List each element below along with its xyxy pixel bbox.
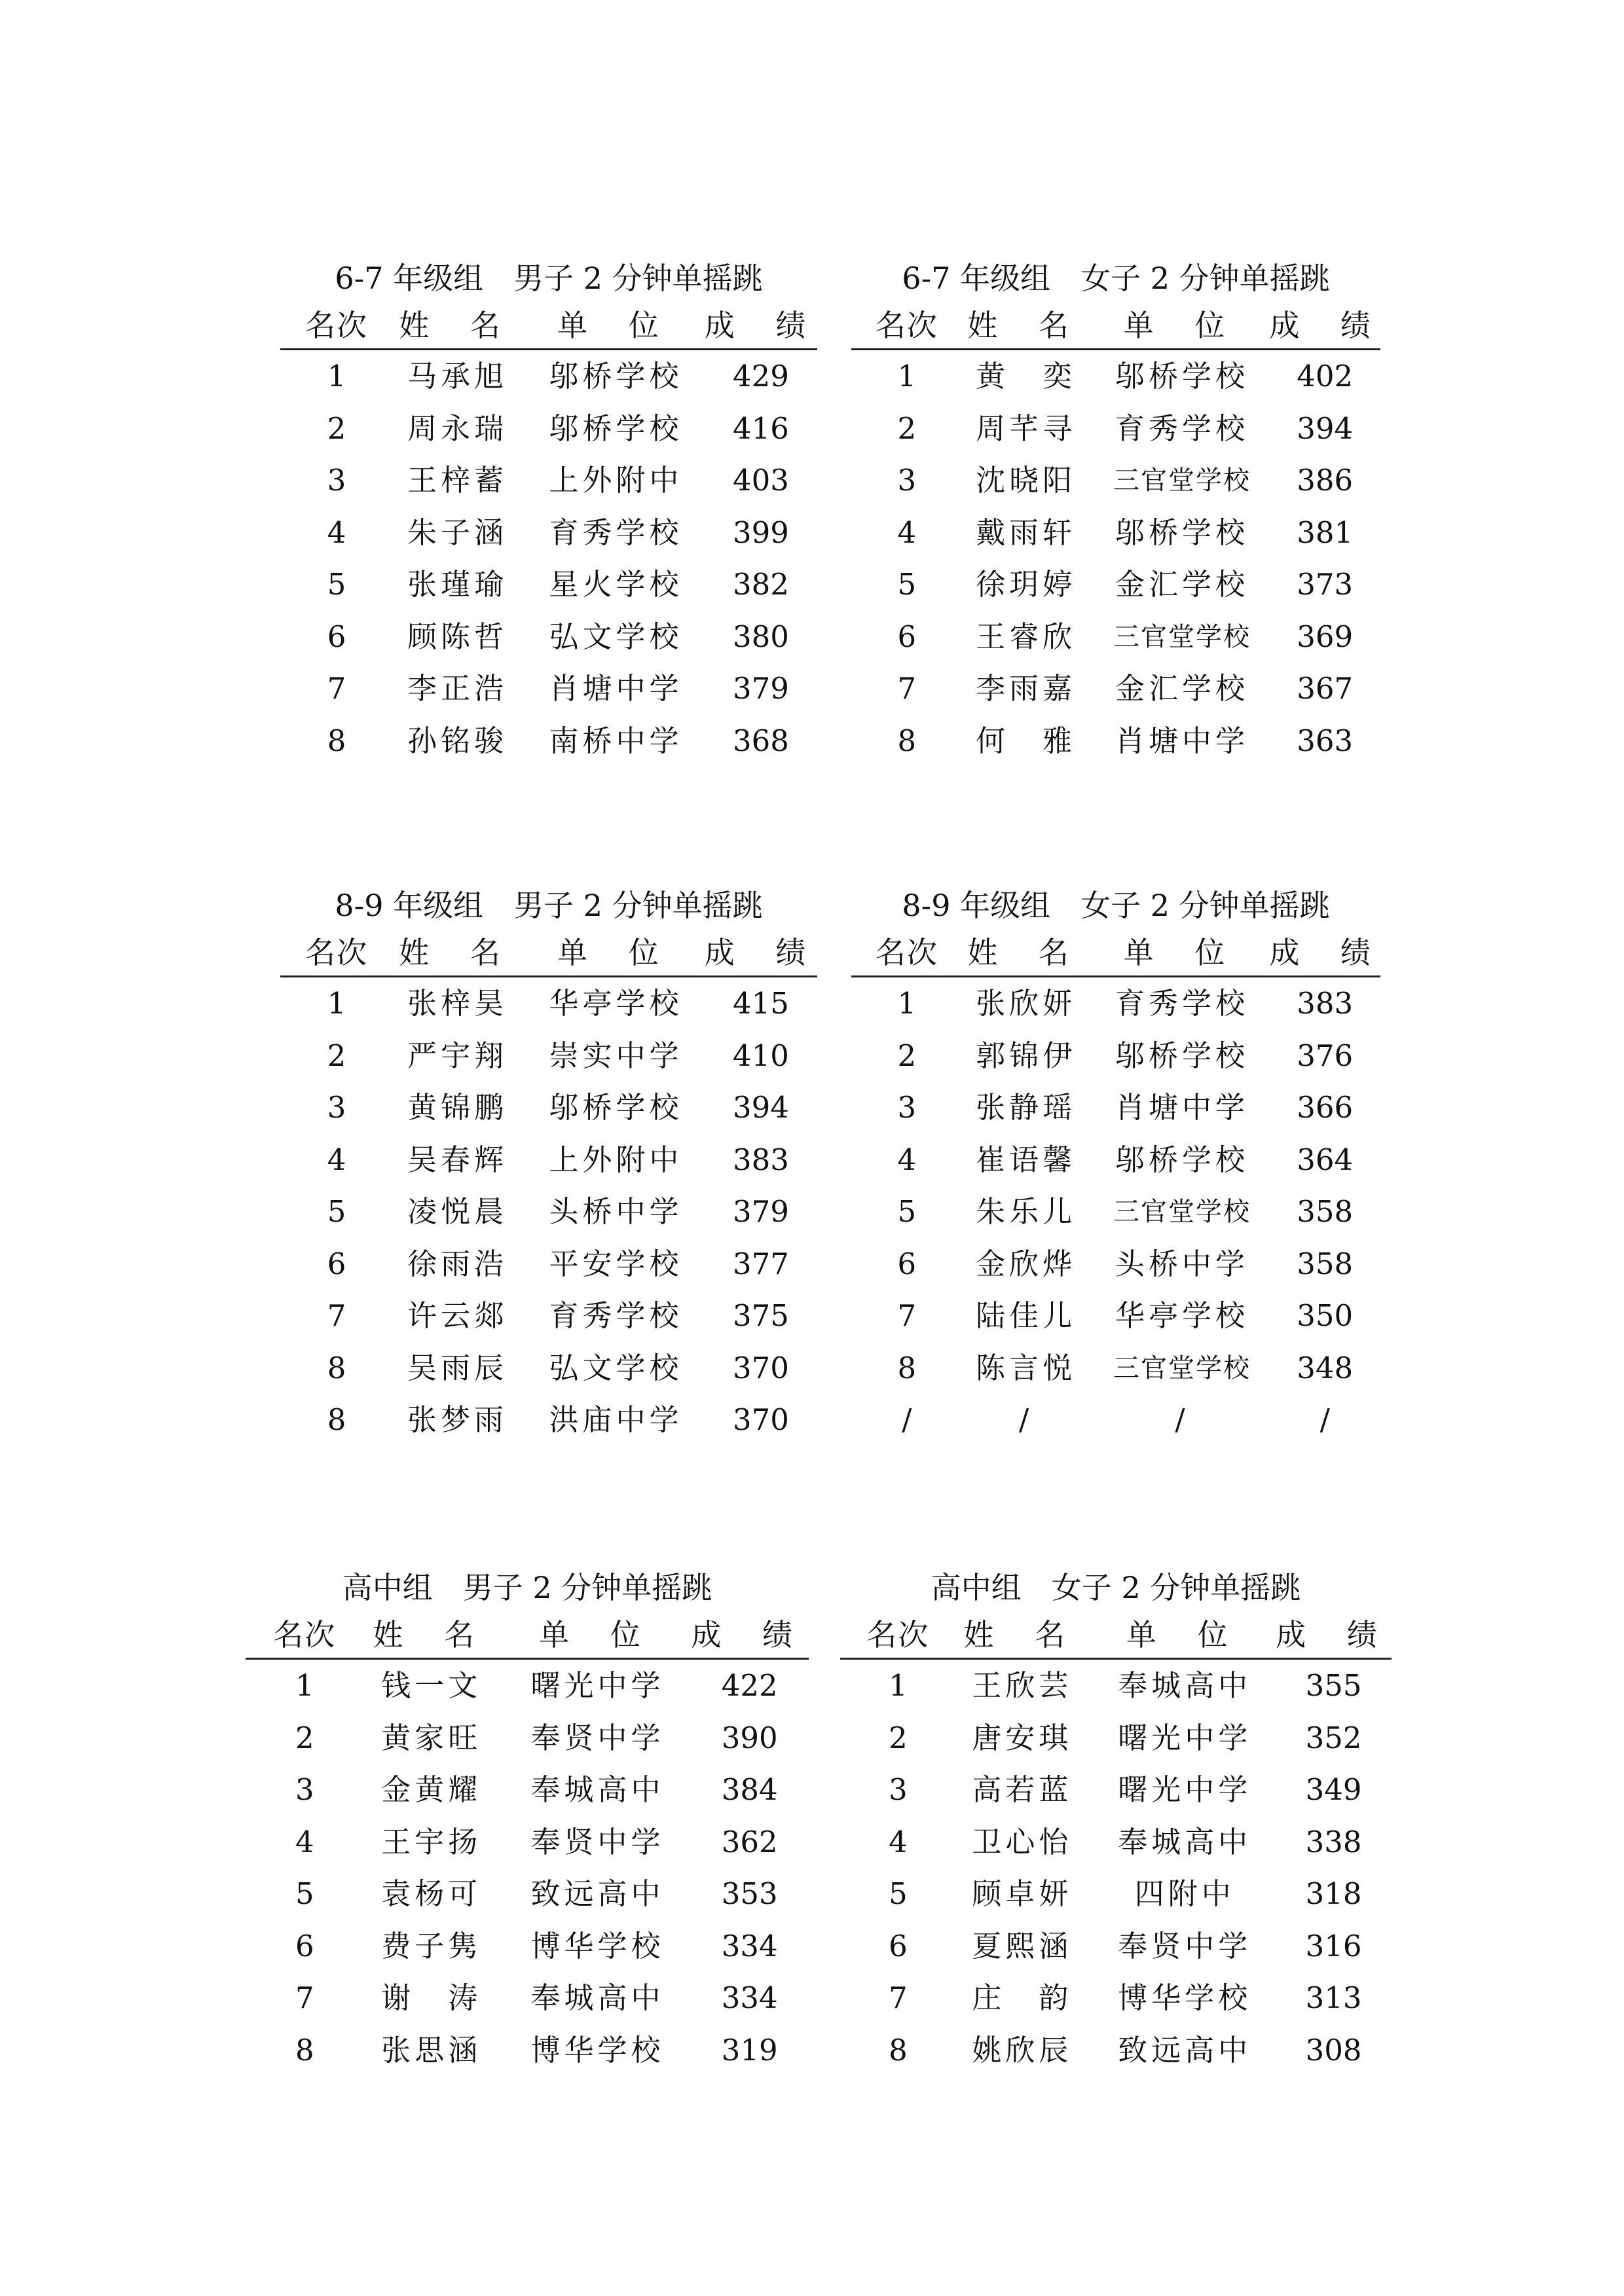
score-cell: 399 <box>732 515 789 550</box>
table-body <box>246 1663 809 2079</box>
table-row <box>280 1293 817 1345</box>
unit-cell: 邬桥学校 <box>1115 1142 1249 1177</box>
rank-cell: 7 <box>327 671 346 706</box>
unit-cell: 南桥中学 <box>549 723 683 758</box>
table-row <box>246 1975 809 2028</box>
score-cell: 352 <box>1305 1720 1362 1755</box>
score-cell: 355 <box>1305 1668 1362 1703</box>
table-header <box>851 930 1386 977</box>
score-cell: 353 <box>721 1876 778 1911</box>
table-title: 8-9 年级组 男子 2 分钟单摇跳 <box>335 888 763 923</box>
table-title: 高中组 女子 2 分钟单摇跳 <box>931 1570 1301 1605</box>
score-cell: 379 <box>732 671 789 706</box>
rank-cell: 4 <box>889 1824 908 1859</box>
table-row <box>280 1345 817 1398</box>
table-row <box>840 1767 1392 1819</box>
name-cell: 张思涵 <box>381 2032 482 2068</box>
table-row <box>840 1975 1392 2028</box>
unit-cell: 曙光中学 <box>1118 1772 1252 1807</box>
rank-cell: 8 <box>327 1350 346 1385</box>
name-cell: 谢 涛 <box>381 1980 482 2015</box>
name-cell: 马承旭 <box>407 359 508 393</box>
name-cell: 徐玥婷 <box>976 567 1077 602</box>
score-cell: 350 <box>1297 1298 1354 1333</box>
rank-cell: 3 <box>897 1090 917 1125</box>
unit-cell: 上外附中 <box>549 1142 683 1177</box>
table-title: 高中组 男子 2 分钟单摇跳 <box>342 1570 712 1605</box>
rank-cell: 8 <box>897 1350 917 1385</box>
table-row <box>851 562 1380 614</box>
name-cell: 周芊寻 <box>976 410 1077 446</box>
name-cell: 姚欣辰 <box>972 2032 1073 2068</box>
name-cell: 唐安琪 <box>972 1720 1073 1755</box>
unit-cell: 致远高中 <box>1118 2032 1252 2068</box>
score-cell: 348 <box>1297 1350 1354 1385</box>
table-row <box>246 1923 809 1976</box>
name-cell: 周永瑞 <box>407 410 508 446</box>
table-header <box>280 930 822 977</box>
table-row <box>280 406 817 458</box>
header-name: 姓 名 <box>373 1617 490 1652</box>
score-cell: 381 <box>1297 515 1354 550</box>
score-cell: 308 <box>1305 2032 1362 2068</box>
name-cell: 王梓蓄 <box>407 463 508 498</box>
unit-cell: 博华学校 <box>530 1928 665 1963</box>
score-cell: 402 <box>1297 359 1354 393</box>
table-row <box>851 1085 1380 1137</box>
header-name: 姓 名 <box>967 308 1084 343</box>
name-cell: 徐雨浩 <box>407 1246 508 1281</box>
table-row <box>851 1345 1380 1398</box>
table-row <box>246 1871 809 1923</box>
rank-cell: 8 <box>327 1402 346 1437</box>
unit-cell: 邬桥学校 <box>1115 1038 1249 1073</box>
rank-cell: 8 <box>897 723 917 758</box>
unit-cell: 三官堂学校 <box>1113 465 1251 496</box>
score-cell: 410 <box>732 1038 789 1073</box>
score-cell: 386 <box>1297 463 1354 498</box>
table-row <box>851 354 1380 406</box>
unit-cell: 曙光中学 <box>1118 1720 1252 1755</box>
name-cell: 凌悦晨 <box>407 1194 508 1229</box>
table-row <box>851 1033 1380 1085</box>
header-rank: 名次 <box>875 308 938 343</box>
score-cell: 394 <box>732 1090 789 1125</box>
rank-cell: 1 <box>327 359 346 393</box>
score-cell: 358 <box>1297 1194 1354 1229</box>
rank-cell: 8 <box>889 2032 908 2068</box>
rank-cell: 4 <box>327 1142 346 1177</box>
rank-cell: 5 <box>327 1194 346 1229</box>
score-cell: 364 <box>1297 1142 1354 1177</box>
name-cell: / <box>1019 1402 1033 1437</box>
name-cell: 张静瑶 <box>976 1090 1077 1125</box>
score-cell: 362 <box>721 1824 778 1859</box>
unit-cell: 崇实中学 <box>549 1038 683 1073</box>
rank-cell: 6 <box>327 619 346 654</box>
rank-cell: 1 <box>897 359 917 393</box>
table-body <box>280 354 817 770</box>
name-cell: 戴雨轩 <box>976 515 1077 550</box>
name-cell: 张瑾瑜 <box>407 567 508 602</box>
score-cell: 358 <box>1297 1246 1354 1281</box>
score-cell: 403 <box>732 463 789 498</box>
rank-cell: 5 <box>897 1194 917 1229</box>
rank-cell: 5 <box>295 1876 314 1911</box>
unit-cell: 致远高中 <box>530 1876 665 1911</box>
unit-cell: 弘文学校 <box>549 1350 683 1385</box>
table-row <box>851 458 1380 510</box>
score-cell: 415 <box>732 986 789 1021</box>
unit-cell: 星火学校 <box>549 567 683 602</box>
unit-cell: 奉城高中 <box>530 1980 665 2015</box>
rank-cell: 7 <box>327 1298 346 1333</box>
unit-cell: 上外附中 <box>549 463 683 498</box>
table-row <box>840 1715 1392 1768</box>
unit-cell: 博华学校 <box>1118 1980 1252 2015</box>
name-cell: 陆佳儿 <box>976 1298 1077 1333</box>
header-unit: 单 位 <box>557 308 674 343</box>
header-score: 成 绩 <box>704 935 822 970</box>
score-cell: 338 <box>1305 1824 1362 1859</box>
score-cell: 379 <box>732 1194 789 1229</box>
unit-cell: 三官堂学校 <box>1113 1353 1251 1383</box>
score-cell: 383 <box>732 1142 789 1177</box>
table-row <box>280 718 817 771</box>
table-row <box>851 1397 1380 1449</box>
score-cell: 383 <box>1297 986 1354 1021</box>
table-row <box>246 2028 809 2080</box>
rank-cell: 1 <box>897 986 917 1021</box>
table-row <box>851 1293 1380 1345</box>
header-rank: 名次 <box>866 1617 930 1652</box>
name-cell: 金黄耀 <box>381 1772 482 1807</box>
table-row <box>851 718 1380 771</box>
header-score: 成 绩 <box>1269 935 1386 970</box>
unit-cell: 邬桥学校 <box>1115 359 1249 393</box>
rank-cell: 4 <box>897 1142 917 1177</box>
unit-cell: 肖塘中学 <box>1115 723 1249 758</box>
score-cell: 380 <box>732 619 789 654</box>
name-cell: 朱乐儿 <box>976 1194 1077 1229</box>
table-row <box>840 1871 1392 1923</box>
table-body <box>280 981 817 1449</box>
table-row <box>246 1819 809 1872</box>
score-cell: 370 <box>732 1402 789 1437</box>
score-cell: 313 <box>1305 1980 1362 2015</box>
header-score: 成 绩 <box>1276 1617 1393 1652</box>
unit-cell: 金汇学校 <box>1115 567 1249 602</box>
rank-cell: 7 <box>889 1980 908 2015</box>
table-row <box>246 1767 809 1819</box>
name-cell: 金欣烨 <box>976 1246 1077 1281</box>
name-cell: 王欣芸 <box>972 1668 1073 1703</box>
rank-cell: 2 <box>327 410 346 446</box>
header-rank: 名次 <box>305 935 369 970</box>
name-cell: 卫心怡 <box>972 1824 1073 1859</box>
rank-cell: 6 <box>897 619 917 654</box>
score-cell: 384 <box>721 1772 778 1807</box>
score-cell: 363 <box>1297 723 1354 758</box>
name-cell: 吴春辉 <box>407 1142 508 1177</box>
score-cell: 429 <box>732 359 789 393</box>
unit-cell: 育秀学校 <box>549 1298 683 1333</box>
table-header <box>246 1612 809 1660</box>
name-cell: 张欣妍 <box>976 986 1077 1021</box>
rank-cell: 8 <box>327 723 346 758</box>
unit-cell: 肖塘中学 <box>549 671 683 706</box>
unit-cell: 奉城高中 <box>530 1772 665 1807</box>
score-cell: 382 <box>732 567 789 602</box>
table-row <box>280 614 817 666</box>
unit-cell: 平安学校 <box>549 1246 683 1281</box>
name-cell: 顾陈哲 <box>407 619 508 654</box>
rank-cell: 1 <box>295 1668 314 1703</box>
header-rank: 名次 <box>305 308 369 343</box>
unit-cell: 奉贤中学 <box>1118 1928 1252 1963</box>
score-cell: 366 <box>1297 1090 1354 1125</box>
unit-cell: 三官堂学校 <box>1113 1197 1251 1227</box>
score-cell: 318 <box>1305 1876 1362 1911</box>
table-row <box>840 1663 1392 1715</box>
rank-cell: 2 <box>295 1720 314 1755</box>
name-cell: 黄锦鹏 <box>407 1090 508 1125</box>
unit-cell: 博华学校 <box>530 2032 665 2068</box>
unit-cell: 弘文学校 <box>549 619 683 654</box>
unit-cell: 华亭学校 <box>549 986 683 1021</box>
rank-cell: 6 <box>889 1928 908 1963</box>
header-unit: 单 位 <box>1126 1617 1244 1652</box>
header-rank: 名次 <box>875 935 938 970</box>
unit-cell: 奉城高中 <box>1118 1668 1252 1703</box>
rank-cell: 1 <box>327 986 346 1021</box>
name-cell: 吴雨辰 <box>407 1350 508 1385</box>
table-header <box>851 302 1386 350</box>
rank-cell: 6 <box>327 1246 346 1281</box>
table-row <box>280 1033 817 1085</box>
table-row <box>246 1663 809 1715</box>
header-name: 姓 名 <box>963 1617 1081 1652</box>
name-cell: 严宇翔 <box>407 1038 508 1073</box>
name-cell: 何 雅 <box>976 723 1077 758</box>
name-cell: 张梓昊 <box>407 986 508 1021</box>
score-cell: 390 <box>721 1720 778 1755</box>
unit-cell: 洪庙中学 <box>549 1402 683 1437</box>
header-unit: 单 位 <box>1123 308 1241 343</box>
unit-cell: 三官堂学校 <box>1113 621 1251 652</box>
name-cell: 李雨嘉 <box>976 671 1077 706</box>
unit-cell: 头桥中学 <box>549 1194 683 1229</box>
rank-cell: 3 <box>327 463 346 498</box>
unit-cell: 奉贤中学 <box>530 1720 665 1755</box>
table-row <box>851 1137 1380 1190</box>
table-row <box>280 1137 817 1190</box>
unit-cell: 育秀学校 <box>549 515 683 550</box>
rank-cell: / <box>902 1402 912 1437</box>
score-cell: 373 <box>1297 567 1354 602</box>
table-row <box>280 1189 817 1241</box>
table-title: 6-7 年级组 女子 2 分钟单摇跳 <box>902 261 1330 296</box>
table-row <box>851 1189 1380 1241</box>
rank-cell: 4 <box>295 1824 314 1859</box>
table-body <box>851 981 1380 1449</box>
score-cell: 316 <box>1305 1928 1362 1963</box>
score-cell: 368 <box>732 723 789 758</box>
table-row <box>280 510 817 562</box>
unit-cell: 奉城高中 <box>1118 1824 1252 1859</box>
rank-cell: 4 <box>897 515 917 550</box>
rank-cell: 1 <box>889 1668 908 1703</box>
header-score: 成 绩 <box>704 308 822 343</box>
name-cell: 钱一文 <box>381 1668 482 1703</box>
table-row <box>280 458 817 510</box>
table-row <box>851 1241 1380 1294</box>
name-cell: 高若蓝 <box>972 1772 1073 1807</box>
header-rank: 名次 <box>273 1617 337 1652</box>
rank-cell: 3 <box>897 463 917 498</box>
table-row <box>280 354 817 406</box>
table-row <box>840 2028 1392 2080</box>
unit-cell: 邬桥学校 <box>549 1090 683 1125</box>
name-cell: 黄 奕 <box>976 359 1077 393</box>
unit-cell: 育秀学校 <box>1115 986 1249 1021</box>
score-cell: / <box>1320 1402 1330 1437</box>
table-row <box>840 1819 1392 1872</box>
header-score: 成 绩 <box>691 1617 808 1652</box>
name-cell: 孙铭骏 <box>407 723 508 758</box>
score-cell: 367 <box>1297 671 1354 706</box>
rank-cell: 5 <box>327 567 346 602</box>
unit-cell: 邬桥学校 <box>549 359 683 393</box>
name-cell: 顾卓妍 <box>972 1876 1073 1911</box>
table-row <box>280 1241 817 1294</box>
header-name: 姓 名 <box>967 935 1084 970</box>
table-title: 8-9 年级组 女子 2 分钟单摇跳 <box>902 888 1330 923</box>
table-title: 6-7 年级组 男子 2 分钟单摇跳 <box>335 261 763 296</box>
score-cell: 416 <box>732 410 789 446</box>
rank-cell: 5 <box>897 567 917 602</box>
table-row <box>246 1715 809 1768</box>
header-score: 成 绩 <box>1269 308 1386 343</box>
name-cell: 李正浩 <box>407 671 508 706</box>
rank-cell: 2 <box>897 410 917 446</box>
score-cell: 375 <box>732 1298 789 1333</box>
table-row <box>851 510 1380 562</box>
name-cell: 夏熙涵 <box>972 1928 1073 1963</box>
table-header <box>280 302 822 350</box>
rank-cell: 7 <box>295 1980 314 2015</box>
name-cell: 王宇扬 <box>381 1824 482 1859</box>
rank-cell: 3 <box>327 1090 346 1125</box>
table-row <box>280 1397 817 1449</box>
score-cell: 349 <box>1305 1772 1362 1807</box>
table-body <box>840 1663 1392 2079</box>
table-row <box>851 614 1380 666</box>
rank-cell: 8 <box>295 2032 314 2068</box>
table-row <box>280 562 817 614</box>
unit-cell: 奉贤中学 <box>530 1824 665 1859</box>
name-cell: 崔语馨 <box>976 1142 1077 1177</box>
table-row <box>840 1923 1392 1976</box>
name-cell: 王睿欣 <box>976 619 1077 654</box>
name-cell: 陈言悦 <box>976 1350 1077 1385</box>
unit-cell: 头桥中学 <box>1115 1246 1249 1281</box>
rank-cell: 7 <box>897 1298 917 1333</box>
rank-cell: 6 <box>897 1246 917 1281</box>
score-cell: 422 <box>721 1668 778 1703</box>
rank-cell: 5 <box>889 1876 908 1911</box>
name-cell: 郭锦伊 <box>976 1038 1077 1073</box>
rank-cell: 3 <box>295 1772 314 1807</box>
name-cell: 许云郯 <box>407 1298 508 1333</box>
unit-cell: 金汇学校 <box>1115 671 1249 706</box>
rank-cell: 7 <box>897 671 917 706</box>
unit-cell: 肖塘中学 <box>1115 1090 1249 1125</box>
rank-cell: 6 <box>295 1928 314 1963</box>
rank-cell: 3 <box>889 1772 908 1807</box>
rank-cell: 4 <box>327 515 346 550</box>
header-unit: 单 位 <box>1123 935 1241 970</box>
name-cell: 张梦雨 <box>407 1402 508 1437</box>
score-cell: 394 <box>1297 410 1354 446</box>
rank-cell: 2 <box>897 1038 917 1073</box>
table-row <box>280 666 817 718</box>
header-unit: 单 位 <box>557 935 674 970</box>
unit-cell: 邬桥学校 <box>549 410 683 446</box>
name-cell: 黄家旺 <box>381 1720 482 1755</box>
name-cell: 庄 韵 <box>972 1980 1073 2015</box>
header-name: 姓 名 <box>399 935 516 970</box>
unit-cell: 育秀学校 <box>1115 410 1249 446</box>
name-cell: 朱子涵 <box>407 515 508 550</box>
unit-cell: 华亭学校 <box>1115 1298 1249 1333</box>
header-name: 姓 名 <box>399 308 516 343</box>
table-row <box>851 981 1380 1033</box>
table-header <box>840 1612 1392 1660</box>
unit-cell: 邬桥学校 <box>1115 515 1249 550</box>
rank-cell: 2 <box>889 1720 908 1755</box>
rank-cell: 2 <box>327 1038 346 1073</box>
table-row <box>280 1085 817 1137</box>
table-row <box>280 981 817 1033</box>
header-unit: 单 位 <box>539 1617 656 1652</box>
score-cell: 377 <box>732 1246 789 1281</box>
score-cell: 334 <box>721 1928 778 1963</box>
score-cell: 370 <box>732 1350 789 1385</box>
unit-cell: / <box>1175 1402 1189 1437</box>
unit-cell: 曙光中学 <box>530 1668 665 1703</box>
name-cell: 沈晓阳 <box>976 463 1077 498</box>
table-row <box>851 666 1380 718</box>
name-cell: 费子隽 <box>381 1928 482 1963</box>
score-cell: 334 <box>721 1980 778 2015</box>
score-cell: 369 <box>1297 619 1354 654</box>
score-cell: 376 <box>1297 1038 1354 1073</box>
table-row <box>851 406 1380 458</box>
score-cell: 319 <box>721 2032 778 2068</box>
table-body <box>851 354 1380 770</box>
name-cell: 袁杨可 <box>381 1876 482 1911</box>
unit-cell: 四附中 <box>1134 1876 1235 1911</box>
